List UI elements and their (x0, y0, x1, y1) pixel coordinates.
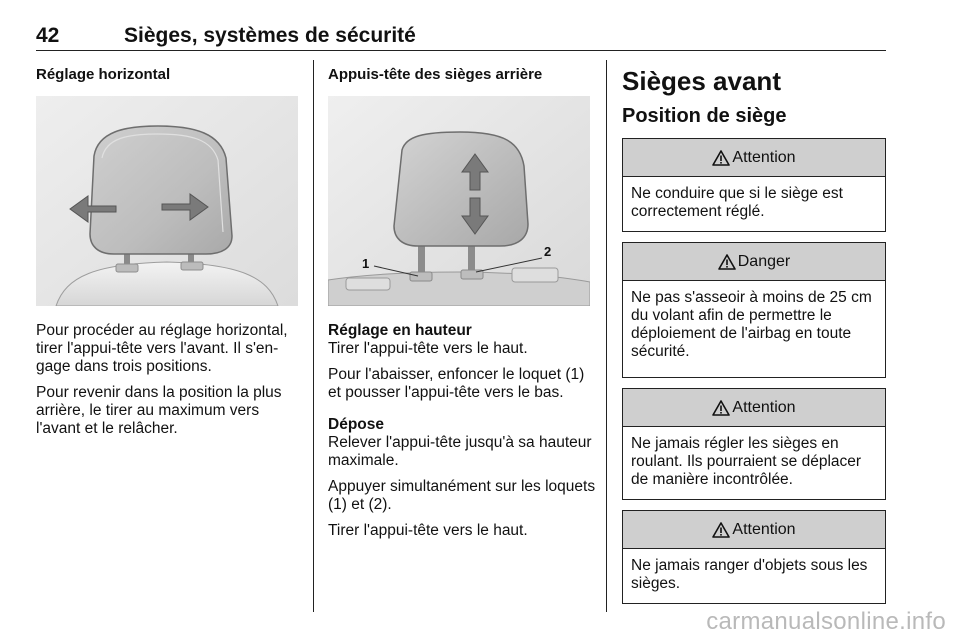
page-number: 42 (36, 24, 60, 47)
paragraph: Pour procéder au réglage horizontal, tirer l'appui-tête vers l'avant. Il s'en-gage dans trois positions. (36, 322, 288, 375)
page-header (36, 22, 886, 51)
warning-box-header (623, 139, 885, 177)
paragraph: Tirer l'appui-tête vers le haut. (328, 522, 528, 539)
warning-triangle-icon (718, 254, 736, 270)
section-heading: Réglage horizontal (36, 66, 171, 83)
column-2 (328, 66, 596, 548)
warning-box (622, 138, 886, 232)
headrest-horizontal-adjust-illustration (36, 96, 300, 306)
section-subtitle: Position de siège (622, 105, 787, 127)
warning-triangle-icon (712, 400, 730, 416)
chapter-title: Sièges, systèmes de sécurité (124, 24, 416, 47)
column-divider (606, 60, 607, 612)
watermark-link[interactable]: carmanualsonline.info (706, 608, 946, 635)
rear-headrest-height-adjust-illustration (328, 96, 596, 306)
warning-label: Attention (732, 520, 796, 538)
warning-box-header (623, 511, 885, 549)
column-3 (622, 66, 886, 614)
warning-label: Attention (732, 398, 796, 416)
callout-label-2: 2 (544, 244, 552, 259)
paragraph: Tirer l'appui-tête vers le haut. (328, 340, 528, 357)
column-1 (36, 66, 300, 446)
warning-triangle-icon (712, 522, 730, 538)
danger-text: Ne pas s'asseoir à moins de 25 cm du volant afin de permettre le déploiement de l'airbag en toute sécurité. (631, 289, 872, 360)
warning-box (622, 388, 886, 500)
danger-label: Danger (737, 252, 791, 270)
danger-box (622, 242, 886, 378)
column-divider (313, 60, 314, 612)
sub-heading: Réglage en hauteur (328, 322, 472, 339)
section-heading: Appuis-tête des sièges arrière (328, 66, 543, 83)
callout-label-1: 1 (362, 256, 370, 271)
paragraph: Pour revenir dans la position la plus arrière, le tirer au maximum vers l'avant et le relâcher. (36, 384, 282, 437)
danger-box-header (623, 243, 885, 281)
warning-box-header (623, 389, 885, 427)
warning-text: Ne jamais régler les sièges en roulant. Ils pourraient se déplacer de manière incontrôlée. (631, 435, 862, 488)
sub-heading: Dépose (328, 416, 384, 433)
warning-triangle-icon (712, 150, 730, 166)
paragraph: Appuyer simultanément sur les loquets (1) et (2). (328, 478, 596, 513)
section-title: Sièges avant (622, 66, 781, 96)
warning-box (622, 510, 886, 604)
warning-text: Ne jamais ranger d'objets sous les sièges. (631, 557, 868, 592)
paragraph: Pour l'abaisser, enfoncer le loquet (1) et pousser l'appui-tête vers le bas. (328, 366, 585, 401)
paragraph: Relever l'appui-tête jusqu'à sa hauteur maximale. (328, 434, 592, 469)
warning-label: Attention (732, 148, 796, 166)
warning-text: Ne conduire que si le siège est correctement réglé. (631, 185, 843, 220)
